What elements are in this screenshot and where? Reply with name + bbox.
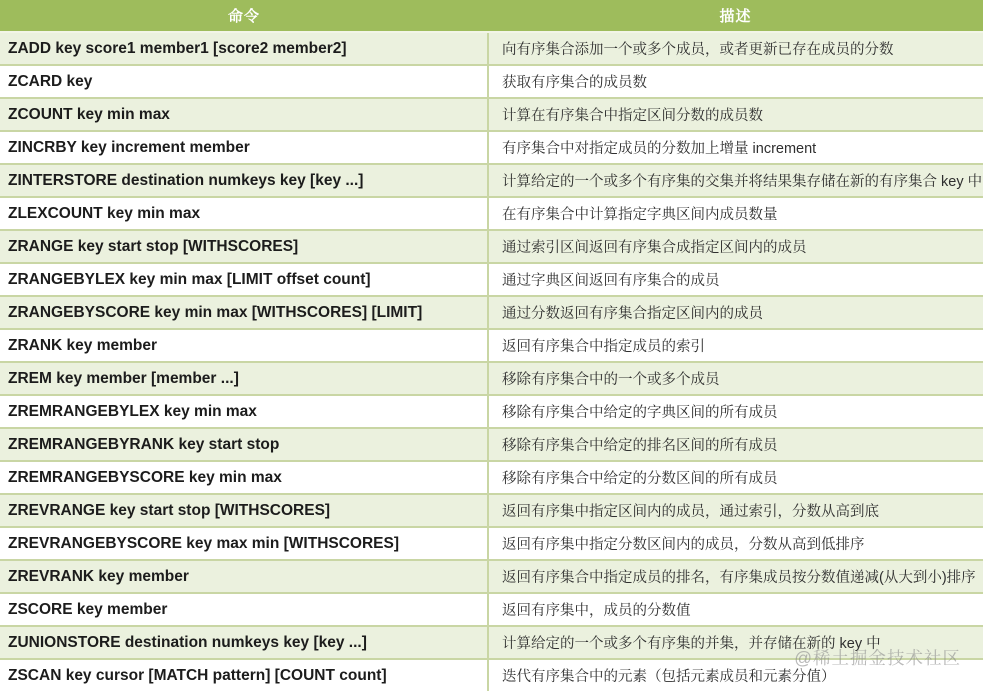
description-cell: 通过索引区间返回有序集合成指定区间内的成员 bbox=[488, 230, 983, 263]
command-cell: ZREM key member [member ...] bbox=[0, 362, 488, 395]
command-cell: ZINTERSTORE destination numkeys key [key ...] bbox=[0, 164, 488, 197]
description-cell: 返回有序集中指定分数区间内的成员，分数从高到低排序 bbox=[488, 527, 983, 560]
table-row bbox=[0, 131, 983, 164]
command-cell: ZRANGEBYSCORE key min max [WITHSCORES] [LIMIT] bbox=[0, 296, 488, 329]
description-cell: 有序集合中对指定成员的分数加上增量 increment bbox=[488, 131, 983, 164]
table-row bbox=[0, 362, 983, 395]
description-cell: 移除有序集合中给定的字典区间的所有成员 bbox=[488, 395, 983, 428]
description-cell: 获取有序集合的成员数 bbox=[488, 65, 983, 98]
description-cell: 通过分数返回有序集合指定区间内的成员 bbox=[488, 296, 983, 329]
command-cell: ZREMRANGEBYLEX key min max bbox=[0, 395, 488, 428]
table-row bbox=[0, 65, 983, 98]
table-body bbox=[0, 32, 983, 691]
table-row bbox=[0, 98, 983, 131]
description-cell: 移除有序集合中的一个或多个成员 bbox=[488, 362, 983, 395]
command-cell: ZREMRANGEBYSCORE key min max bbox=[0, 461, 488, 494]
table-row bbox=[0, 329, 983, 362]
command-cell: ZINCRBY key increment member bbox=[0, 131, 488, 164]
table-row bbox=[0, 197, 983, 230]
description-cell: 返回有序集合中指定成员的排名，有序集成员按分数值递减(从大到小)排序 bbox=[488, 560, 983, 593]
description-cell: 返回有序集合中指定成员的索引 bbox=[488, 329, 983, 362]
description-cell: 移除有序集合中给定的排名区间的所有成员 bbox=[488, 428, 983, 461]
table-row bbox=[0, 395, 983, 428]
command-cell: ZCARD key bbox=[0, 65, 488, 98]
description-cell: 通过字典区间返回有序集合的成员 bbox=[488, 263, 983, 296]
description-cell: 迭代有序集合中的元素（包括元素成员和元素分值） bbox=[488, 659, 983, 691]
command-cell: ZADD key score1 member1 [score2 member2] bbox=[0, 32, 488, 65]
table-row bbox=[0, 230, 983, 263]
description-cell: 在有序集合中计算指定字典区间内成员数量 bbox=[488, 197, 983, 230]
table-row bbox=[0, 296, 983, 329]
command-cell: ZRANGE key start stop [WITHSCORES] bbox=[0, 230, 488, 263]
table-header-row bbox=[0, 0, 983, 32]
command-cell: ZRANK key member bbox=[0, 329, 488, 362]
description-cell: 移除有序集合中给定的分数区间的所有成员 bbox=[488, 461, 983, 494]
description-cell: 向有序集合添加一个或多个成员，或者更新已存在成员的分数 bbox=[488, 32, 983, 65]
table-row bbox=[0, 32, 983, 65]
command-cell: ZSCORE key member bbox=[0, 593, 488, 626]
description-cell: 计算给定的一个或多个有序集的并集，并存储在新的 key 中 bbox=[488, 626, 983, 659]
table-row bbox=[0, 263, 983, 296]
command-cell: ZCOUNT key min max bbox=[0, 98, 488, 131]
table-row bbox=[0, 560, 983, 593]
description-cell: 返回有序集中，成员的分数值 bbox=[488, 593, 983, 626]
command-cell: ZREVRANGE key start stop [WITHSCORES] bbox=[0, 494, 488, 527]
command-cell: ZREVRANK key member bbox=[0, 560, 488, 593]
table-row bbox=[0, 593, 983, 626]
table-row bbox=[0, 428, 983, 461]
table-row bbox=[0, 659, 983, 691]
description-cell: 返回有序集中指定区间内的成员，通过索引，分数从高到底 bbox=[488, 494, 983, 527]
command-cell: ZREMRANGEBYRANK key start stop bbox=[0, 428, 488, 461]
table-row bbox=[0, 494, 983, 527]
table-row bbox=[0, 527, 983, 560]
command-cell: ZLEXCOUNT key min max bbox=[0, 197, 488, 230]
command-cell: ZUNIONSTORE destination numkeys key [key ...] bbox=[0, 626, 488, 659]
column-header-description: 描述 bbox=[488, 0, 983, 32]
description-cell: 计算给定的一个或多个有序集的交集并将结果集存储在新的有序集合 key 中 bbox=[488, 164, 983, 197]
column-header-command: 命令 bbox=[0, 0, 488, 32]
description-cell: 计算在有序集合中指定区间分数的成员数 bbox=[488, 98, 983, 131]
command-cell: ZRANGEBYLEX key min max [LIMIT offset count] bbox=[0, 263, 488, 296]
command-cell: ZSCAN key cursor [MATCH pattern] [COUNT count] bbox=[0, 659, 488, 691]
command-cell: ZREVRANGEBYSCORE key max min [WITHSCORES] bbox=[0, 527, 488, 560]
table-row bbox=[0, 164, 983, 197]
watermark: @稀土掘金技术社区 bbox=[794, 648, 961, 668]
table-row bbox=[0, 626, 983, 659]
table-row bbox=[0, 461, 983, 494]
